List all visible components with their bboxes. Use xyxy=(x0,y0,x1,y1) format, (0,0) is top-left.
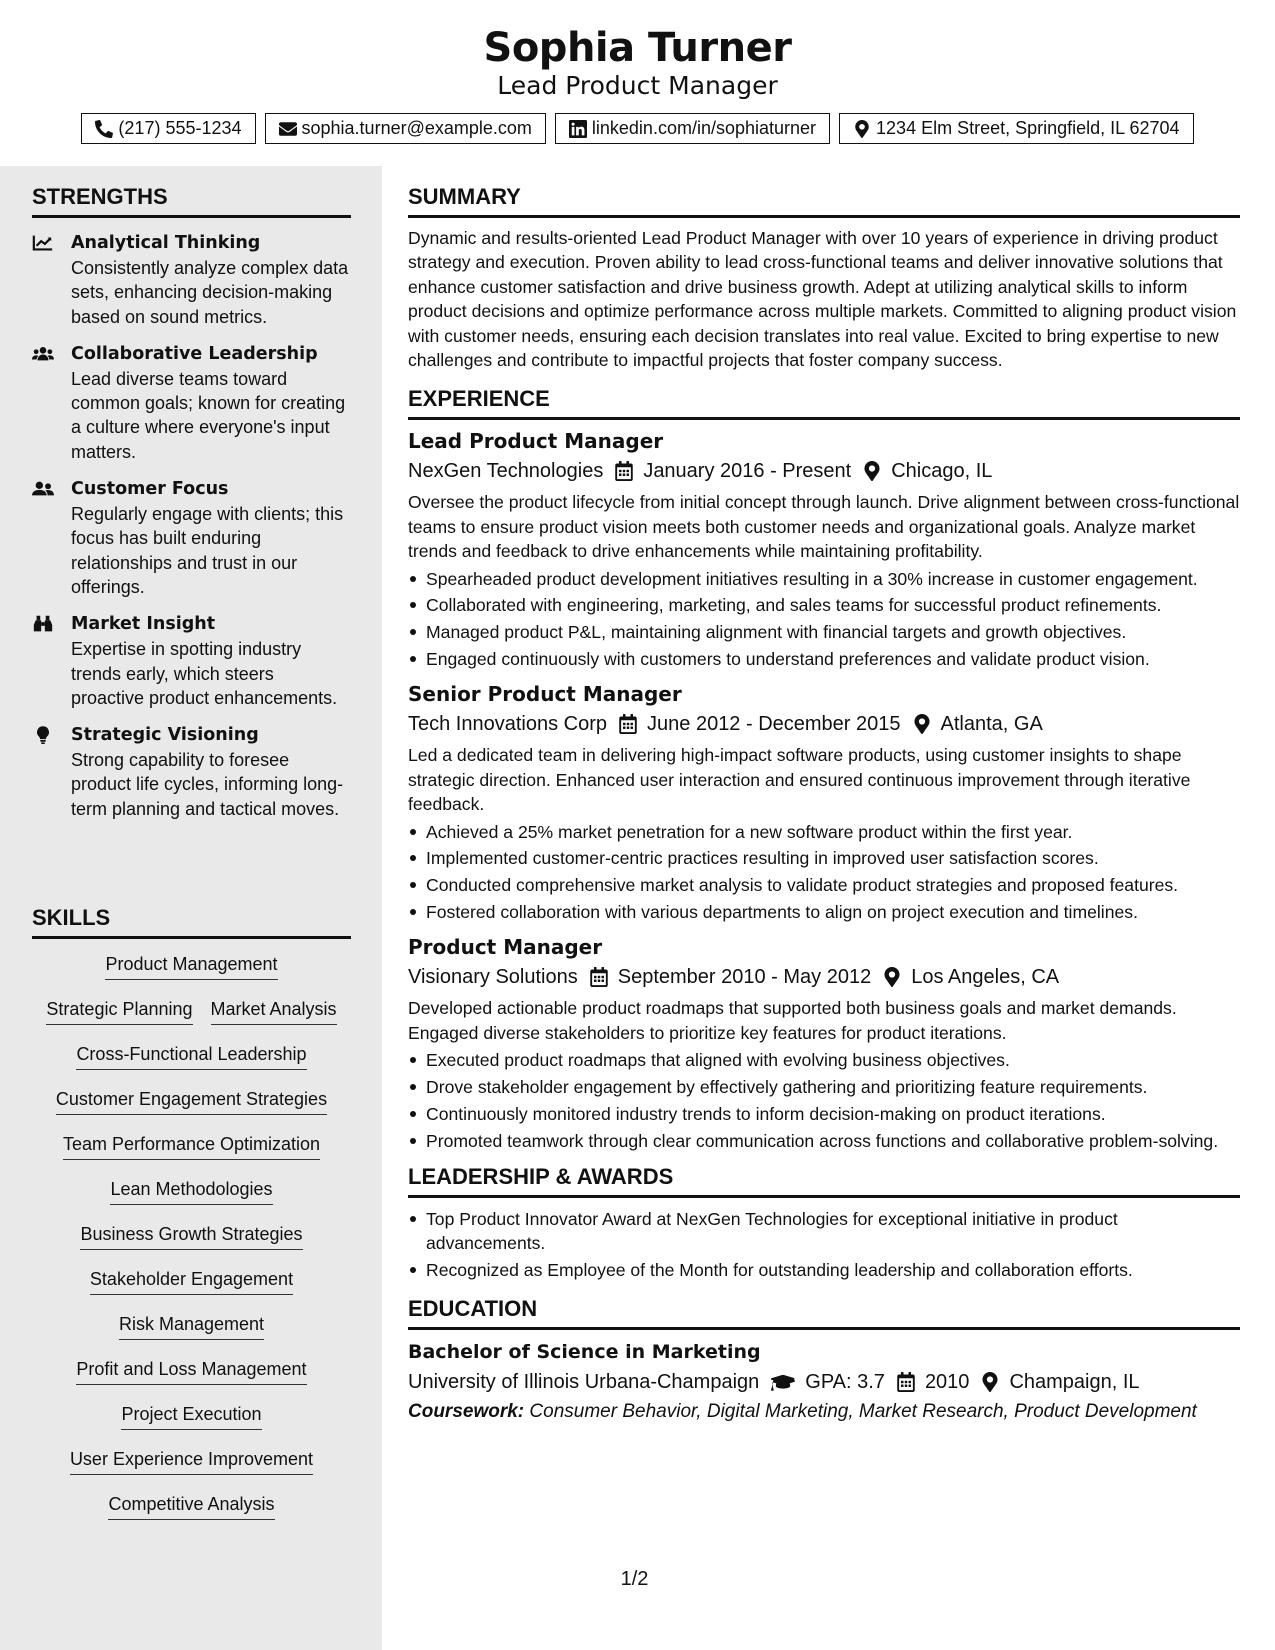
awards-heading: LEADERSHIP & AWARDS xyxy=(408,1163,1240,1198)
strength-item xyxy=(32,723,351,821)
calendar-icon xyxy=(590,967,608,987)
company-name: NexGen Technologies xyxy=(408,460,604,483)
summary-section xyxy=(408,183,1240,372)
map-marker-icon xyxy=(853,120,871,138)
job-bullets xyxy=(408,567,1240,672)
strength-desc: Lead diverse teams toward common goals; known for creating a culture where everyone's input matters. xyxy=(71,368,346,462)
job-list xyxy=(408,426,1240,1153)
linkedin-text: linkedin.com/in/sophiaturner xyxy=(591,118,817,138)
skill-tag: Customer Engagement Strategies xyxy=(56,1087,327,1115)
awards-section xyxy=(408,1163,1240,1283)
summary-text: Dynamic and results-oriented Lead Product Manager with over 10 years of experience in driving product strategy and execution. Proven ability to lead cross-functional teams and deliver innovative solutions that enhance customer satisfaction and drive business growth. Adept at utilizing analytical skills to inform product decisions and optimize performance across multiple markets. Committed to aligning product vision with customer needs, ensuring each decision translates into real value. Excited to bring expertise to new challenges and contribute to impactful projects that foster company success. xyxy=(408,228,1237,371)
job-location: Chicago, IL xyxy=(891,460,993,483)
users-icon xyxy=(32,344,54,364)
job-meta xyxy=(408,709,1240,739)
job-bullet: Spearheaded product development initiatives resulting in a 30% increase in customer engagement. xyxy=(408,567,1240,591)
strength-desc: Strong capability to foresee product life cycles, informing long-term planning and tactical moves. xyxy=(71,750,344,819)
envelope-icon xyxy=(279,120,297,138)
strength-desc: Regularly engage with clients; this focus has built enduring relationships and trust in our offerings. xyxy=(71,504,344,597)
skill-tag: Lean Methodologies xyxy=(110,1177,272,1205)
strength-title: Collaborative Leadership xyxy=(71,343,318,364)
skill-tag: Project Execution xyxy=(121,1402,261,1430)
phone-text: (217) 555-1234 xyxy=(118,118,242,138)
binoculars-icon xyxy=(32,614,54,634)
job-bullet: Managed product P&L, maintaining alignment with financial targets and growth objectives. xyxy=(408,620,1240,644)
contact-bar xyxy=(0,113,1275,144)
gpa-text: GPA: 3.7 xyxy=(805,1370,885,1393)
map-marker-icon xyxy=(863,461,881,481)
candidate-name: Sophia Turner xyxy=(483,25,792,71)
address-contact[interactable] xyxy=(839,113,1194,144)
education-section xyxy=(408,1295,1240,1427)
job-entry xyxy=(408,679,1240,924)
skill-tag: Risk Management xyxy=(119,1312,264,1340)
education-heading: EDUCATION xyxy=(408,1295,1240,1330)
user-friends-icon xyxy=(32,479,54,499)
company-name: Visionary Solutions xyxy=(408,966,578,989)
strength-title: Analytical Thinking xyxy=(71,233,261,253)
job-location: Los Angeles, CA xyxy=(911,966,1060,989)
job-dates: September 2010 - May 2012 xyxy=(617,966,872,989)
linkedin-contact[interactable] xyxy=(555,113,830,144)
coursework-list: Consumer Behavior, Digital Marketing, Market Research, Product Development xyxy=(529,1400,1197,1422)
strength-title: Market Insight xyxy=(71,614,216,635)
graduation-year: 2010 xyxy=(924,1370,970,1393)
calendar-icon xyxy=(615,461,633,481)
candidate-title: Lead Product Manager xyxy=(497,71,778,100)
sidebar xyxy=(0,166,382,1650)
skill-tag: Stakeholder Engagement xyxy=(90,1267,293,1295)
phone-icon xyxy=(95,120,113,138)
skills-section xyxy=(32,904,351,1537)
page-number-text: 1/2 xyxy=(620,1568,649,1590)
summary-heading: SUMMARY xyxy=(408,183,1240,218)
calendar-icon xyxy=(619,714,637,734)
chart-line-icon xyxy=(32,233,54,253)
graduation-cap-icon xyxy=(771,1372,795,1392)
job-dates: June 2012 - December 2015 xyxy=(647,713,901,736)
job-meta xyxy=(408,456,1240,486)
job-entry xyxy=(408,426,1240,671)
strength-item xyxy=(32,477,351,599)
job-bullet: Drove stakeholder engagement by effectively gathering and prioritizing feature requirements. xyxy=(408,1075,1240,1099)
job-description: Developed actionable product roadmaps that supported both business goals and market demands. Engaged diverse stakeholders to prioritize key features for product iterations. xyxy=(408,998,1177,1043)
skills-heading: SKILLS xyxy=(32,904,351,939)
education-meta xyxy=(408,1367,1240,1397)
award-item: Top Product Innovator Award at NexGen Technologies for exceptional initiative in product advancements. xyxy=(408,1207,1240,1256)
map-marker-icon xyxy=(883,967,901,987)
strength-desc: Consistently analyze complex data sets, enhancing decision-making based on sound metrics. xyxy=(71,258,349,327)
linkedin-icon xyxy=(569,120,587,138)
awards-list xyxy=(408,1207,1240,1283)
coursework-line xyxy=(408,1397,1240,1427)
job-title: Lead Product Manager xyxy=(408,429,664,454)
email-text: sophia.turner@example.com xyxy=(301,118,532,138)
phone-contact[interactable] xyxy=(81,113,255,144)
main-column xyxy=(408,166,1240,1427)
skills-list xyxy=(32,952,351,1537)
experience-section xyxy=(408,385,1240,1153)
map-marker-icon xyxy=(981,1372,999,1392)
job-bullet: Achieved a 25% market penetration for a new software product within the first year. xyxy=(408,820,1240,844)
skill-tag: Product Management xyxy=(105,952,277,980)
strength-desc: Expertise in spotting industry trends early, which steers proactive product enhancements. xyxy=(71,639,338,708)
strength-title: Customer Focus xyxy=(71,479,229,500)
coursework-label: Coursework: xyxy=(408,1400,525,1422)
strengths-heading: STRENGTHS xyxy=(32,183,351,218)
job-bullets xyxy=(408,1048,1240,1153)
lightbulb-icon xyxy=(32,725,54,745)
email-contact[interactable] xyxy=(265,113,546,144)
job-bullets xyxy=(408,820,1240,925)
map-marker-icon xyxy=(913,714,931,734)
job-title: Product Manager xyxy=(408,935,603,960)
school-name: University of Illinois Urbana-Champaign xyxy=(408,1370,760,1393)
strength-item xyxy=(32,231,351,329)
skill-tag: Profit and Loss Management xyxy=(76,1357,306,1385)
job-title: Senior Product Manager xyxy=(408,682,682,707)
address-text: 1234 Elm Street, Springfield, IL 62704 xyxy=(876,118,1180,138)
strength-item xyxy=(32,342,351,464)
job-bullet: Promoted teamwork through clear communication across functions and collaborative problem-solving. xyxy=(408,1129,1240,1153)
experience-heading: EXPERIENCE xyxy=(408,385,1240,420)
job-bullet: Continuously monitored industry trends to inform decision-making on product iterations. xyxy=(408,1102,1240,1126)
job-bullet: Engaged continuously with customers to understand preferences and validate product vision. xyxy=(408,647,1240,671)
job-bullet: Conducted comprehensive market analysis to validate product strategies and proposed features. xyxy=(408,873,1240,897)
degree-title: Bachelor of Science in Marketing xyxy=(408,1340,761,1363)
strength-title: Strategic Visioning xyxy=(71,725,259,746)
company-name: Tech Innovations Corp xyxy=(408,713,608,736)
job-meta xyxy=(408,962,1240,992)
job-bullet: Executed product roadmaps that aligned with evolving business objectives. xyxy=(408,1048,1240,1072)
strength-item xyxy=(32,612,351,710)
job-description: Led a dedicated team in delivering high-impact software products, using customer insights to shape strategic direction. Enhanced user interaction and ensured continuous improvement through iterative feedback. xyxy=(408,745,1191,815)
job-description: Oversee the product lifecycle from initial concept through launch. Drive alignment between cross-functional teams to ensure product vision meets both customer needs and organizational goals. Analyze market trends and feedback to drive enhancements while maintaining profitability. xyxy=(408,492,1240,562)
skill-tag: Competitive Analysis xyxy=(108,1492,274,1520)
skill-tag: Strategic Planning xyxy=(46,997,192,1025)
skill-tag: Cross-Functional Leadership xyxy=(76,1042,306,1070)
calendar-icon xyxy=(897,1372,915,1392)
skill-tag: Business Growth Strategies xyxy=(80,1222,302,1250)
job-location: Atlanta, GA xyxy=(940,713,1043,736)
strengths-section xyxy=(32,183,351,821)
skill-tag: Market Analysis xyxy=(211,997,337,1025)
job-dates: January 2016 - Present xyxy=(643,460,852,483)
skill-tag: Team Performance Optimization xyxy=(63,1132,320,1160)
job-entry xyxy=(408,932,1240,1153)
award-item: Recognized as Employee of the Month for outstanding leadership and collaboration efforts. xyxy=(408,1258,1240,1282)
education-location: Champaign, IL xyxy=(1009,1370,1140,1393)
job-bullet: Collaborated with engineering, marketing, and sales teams for successful product refinements. xyxy=(408,593,1240,617)
job-bullet: Fostered collaboration with various departments to align on project execution and timelines. xyxy=(408,900,1240,924)
page-number xyxy=(0,1568,1275,1591)
skill-tag: User Experience Improvement xyxy=(70,1447,313,1475)
job-bullet: Implemented customer-centric practices resulting in improved user satisfaction scores. xyxy=(408,846,1240,870)
